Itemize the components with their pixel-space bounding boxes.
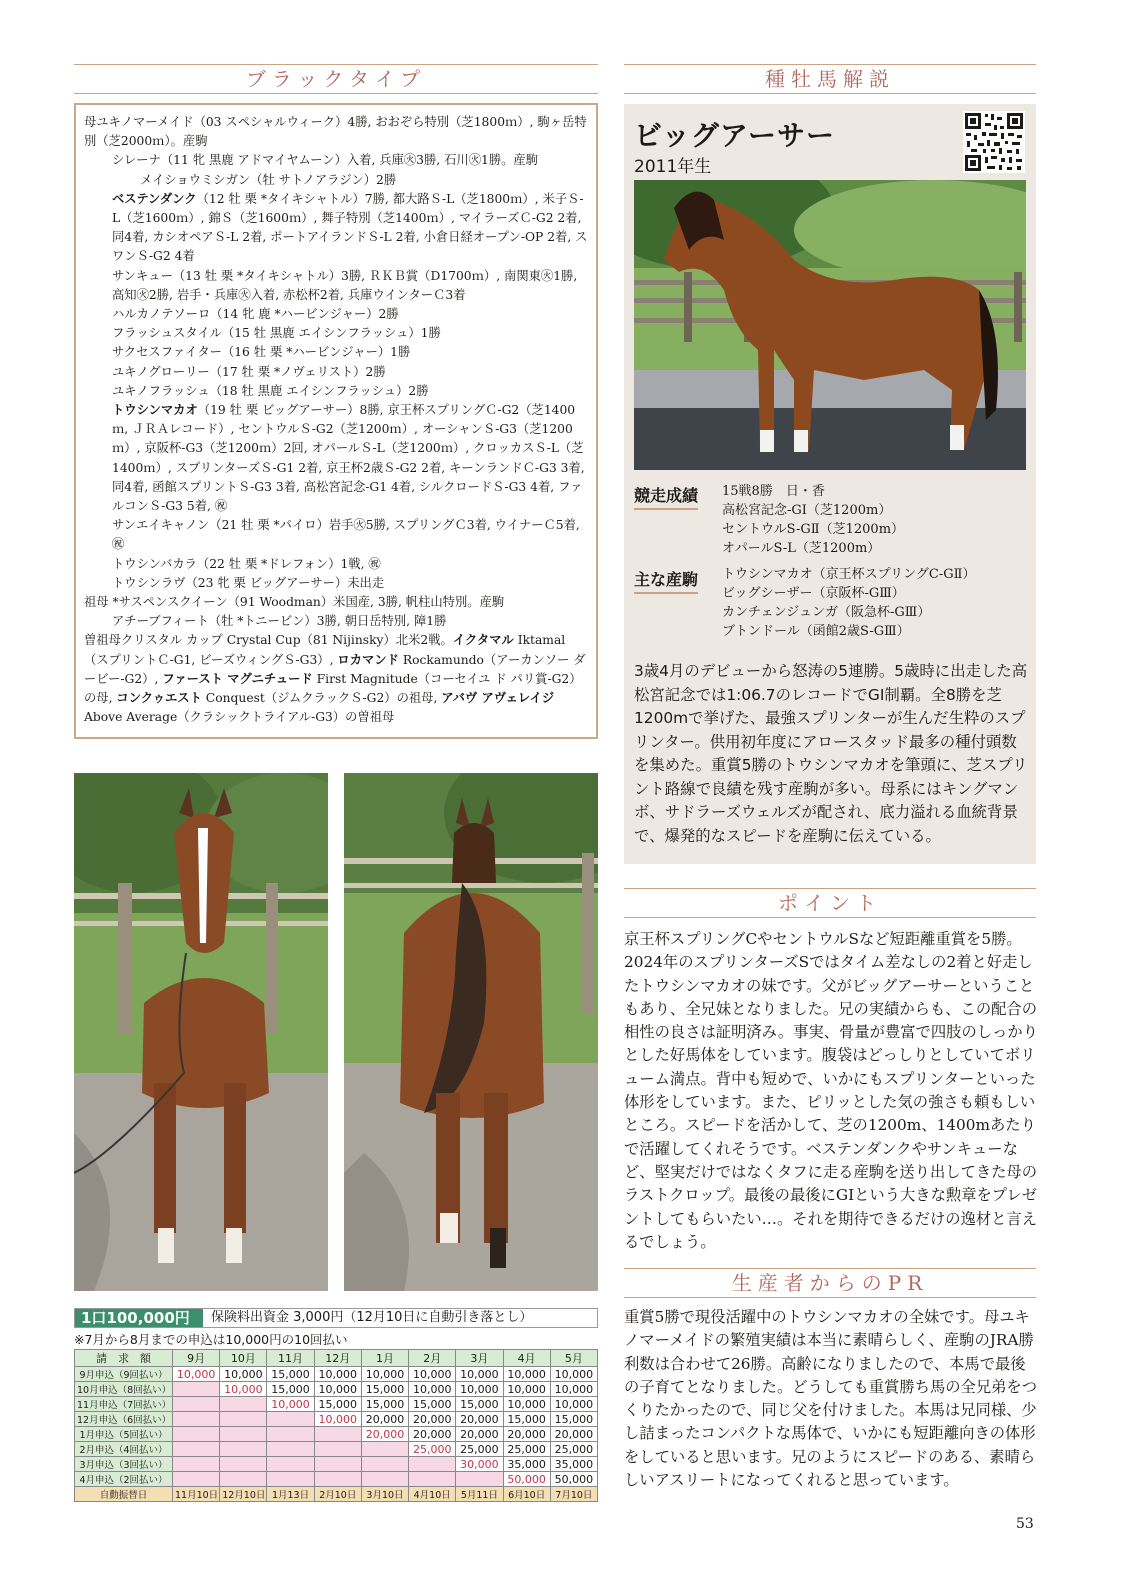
pedigree-line: [84, 343, 588, 362]
amount-cell: [173, 1472, 220, 1487]
amount-cell: [173, 1427, 220, 1442]
table-row: [75, 1382, 598, 1397]
pedigree-text: メイショウミシガン（牡 サトノアラジン）2勝: [140, 172, 397, 187]
transfer-date-cell: 4月10日: [409, 1487, 456, 1502]
price-row: [74, 1308, 598, 1328]
pedigree-line: [84, 267, 588, 305]
amount-cell: 25,000: [503, 1442, 550, 1457]
pr-header: 生産者からのPR: [624, 1268, 1036, 1298]
row-label: 3月申込（3回払い）: [75, 1457, 173, 1472]
amount-cell: 50,000: [550, 1472, 597, 1487]
pedigree-text: 母ユキノマーメイド（03 スペシャルウィーク）4勝, おおぞら特別（芝1800ｍ）, 駒ヶ岳特別（芝2000ｍ）。産駒: [84, 115, 587, 149]
unit-price: 1口100,000円: [75, 1309, 203, 1327]
transfer-date-cell: 3月10日: [361, 1487, 408, 1502]
amount-cell: 10,000: [314, 1367, 361, 1382]
amount-cell: 10,000: [409, 1382, 456, 1397]
amount-cell: 10,000: [550, 1397, 597, 1412]
amount-cell: 10,000: [503, 1382, 550, 1397]
pedigree-horse-name: ベステンダンク: [112, 191, 197, 206]
record-line: オパールS-L（芝1200m）: [722, 541, 881, 556]
month-column-header: 2月: [409, 1350, 456, 1367]
record-line: 高松宮記念-GⅠ（芝1200m）: [722, 503, 892, 518]
amount-cell: 15,000: [267, 1367, 314, 1382]
amount-cell: [314, 1427, 361, 1442]
pedigree-text: （19 牡 栗 ビッグアーサー）8勝, 京王杯スプリングＣ-G2（芝1400ｍ, ＪＲＡレコード）, セントウルＳ-G2（芝1200ｍ）, オーシャンＳ-G3（芝1200ｍ）, 京阪杯-G3（芝1200ｍ）2回, オパールＳ-L（芝1200ｍ）, クロッカスＳ-L（芝1400ｍ）, スプリンターズＳ-G1 2着, 京王杯2歳Ｓ-G2 2着, キーンランドＣ-G3 3着, 同4着, 函館スプリントＳ-G3 3着, 高松宮記念-G1 4着, シルクロードＳ-G3 4着, ファルコンＳ-G3 5着, ㊗: [112, 403, 585, 514]
amount-cell: 10,000: [550, 1382, 597, 1397]
offspring-label: 主な産駒: [634, 567, 698, 594]
amount-cell: [173, 1457, 220, 1472]
row-label: 4月申込（2回払い）: [75, 1472, 173, 1487]
record-line: セントウルS-GⅡ（芝1200m）: [722, 522, 905, 537]
pedigree-line: [84, 113, 588, 151]
stallion-header: 種牡馬解説: [624, 64, 1036, 94]
pedigree-line: [84, 593, 588, 612]
amount-cell: 20,000: [503, 1427, 550, 1442]
amount-cell: 20,000: [361, 1427, 408, 1442]
pedigree-line: [84, 574, 588, 593]
pedigree-text: Above Average（クラシックトライアル-G3）の曽祖母: [84, 710, 395, 725]
amount-cell: [173, 1412, 220, 1427]
amount-cell: 10,000: [456, 1367, 503, 1382]
amount-cell: 20,000: [550, 1427, 597, 1442]
pedigree-text: （12 牡 栗 *タイキシャトル）7勝, 都大路Ｓ-L（芝1800ｍ）, 米子Ｓ-L（芝1600ｍ）, 錦Ｓ（芝1600ｍ）, 舞子特別（芝1400ｍ）, マイラーズＣ-G2 2着, 同4着, カシオペアＳ-L 2着, ポートアイランドＳ-L 2着, 小倉日経オープン-OP 2着, スワンＳ-G2 4着: [112, 191, 588, 264]
amount-cell: 10,000: [456, 1382, 503, 1397]
month-column-header: 4月: [503, 1350, 550, 1367]
amount-cell: 25,000: [456, 1442, 503, 1457]
pedigree-header: ブラックタイプ: [74, 64, 598, 94]
amount-cell: 20,000: [456, 1427, 503, 1442]
pedigree-text: サンエイキャノン（21 牡 栗 *パイロ）岩手㊋5勝, スプリングＣ3着, ウイナーＣ5着, ㊗: [112, 518, 580, 552]
amount-cell: 20,000: [456, 1412, 503, 1427]
point-header: ポイント: [624, 888, 1036, 918]
amount-cell: [173, 1382, 220, 1397]
pedigree-horse-name: アバヴ アヴェレイジ: [441, 691, 555, 706]
pedigree-horse-name: コンクゥエスト: [116, 691, 202, 706]
amount-cell: [314, 1442, 361, 1457]
pedigree-line: [84, 555, 588, 574]
record-label: 競走成績: [634, 483, 698, 510]
month-column-header: 9月: [173, 1350, 220, 1367]
amount-cell: [267, 1457, 314, 1472]
transfer-date-cell: 11月10日: [173, 1487, 220, 1502]
amount-cell: 15,000: [267, 1382, 314, 1397]
amount-cell: 15,000: [550, 1412, 597, 1427]
pedigree-line: [84, 401, 588, 516]
table-row: [75, 1397, 598, 1412]
offspring-line: ビッグシーザー（京阪杯-GⅢ）: [722, 586, 905, 601]
amount-cell: 35,000: [503, 1457, 550, 1472]
qr-code-icon[interactable]: [963, 111, 1025, 173]
row-label: 12月申込（6回払い）: [75, 1412, 173, 1427]
pedigree-box: [74, 103, 598, 739]
race-record: [722, 482, 904, 558]
amount-cell: 10,000: [220, 1382, 267, 1397]
pedigree-horse-name: ロカマンド: [337, 652, 399, 667]
payment-table: [74, 1349, 598, 1502]
amount-cell: 20,000: [409, 1427, 456, 1442]
installment-note: ※7月から8月までの申込は10,000円の10回払い: [74, 1332, 348, 1347]
amount-cell: [173, 1397, 220, 1412]
pr-text: 重賞5勝で現役活躍中のトウシンマカオの全妹です。母ユキノマーメイドの繁殖実績は本当に素晴らしく、産駒のJRA勝利数は合わせて26勝。高齢になりましたので、本馬で最後の子育てとなりました。どうしても重賞勝ち馬の全兄弟をつくりたかったので、同じ父を付けました。本馬は兄同様、少し詰まったコンパクトな馬体で、いかにも短距離向きの体形をしていると思います。兄のようにスピードのある、素晴らしいアスリートになってくれると思っています。: [624, 1308, 1038, 1490]
stallion-name: ビッグアーサー: [634, 119, 836, 152]
table-row: [75, 1427, 598, 1442]
pedigree-text: シレーナ（11 牝 黒鹿 アドマイヤムーン）入着, 兵庫㊋3勝, 石川㊋1勝。産駒: [112, 153, 539, 168]
amount-cell: 10,000: [314, 1412, 361, 1427]
amount-cell: 50,000: [503, 1472, 550, 1487]
table-row: [75, 1412, 598, 1427]
stallion-photo: [634, 180, 1026, 470]
transfer-date-cell: 6月10日: [503, 1487, 550, 1502]
amount-cell: [220, 1442, 267, 1457]
transfer-date-cell: 12月10日: [220, 1487, 267, 1502]
amount-cell: [267, 1427, 314, 1442]
stallion-birth-year: 2011年生: [634, 157, 712, 177]
pedigree-horse-name: ファースト マグニチュード: [162, 671, 313, 686]
pedigree-text: First Magnitude（コーセイユ ド パリ賞-G2）の母,: [84, 671, 582, 706]
amount-cell: 15,000: [314, 1397, 361, 1412]
amount-cell: [361, 1472, 408, 1487]
month-column-header: 12月: [314, 1350, 361, 1367]
pedigree-line: [84, 151, 588, 170]
pedigree-text: ユキノグローリー（17 牡 栗 *ノヴェリスト）2勝: [112, 364, 386, 379]
amount-cell: [314, 1457, 361, 1472]
amount-cell: [220, 1427, 267, 1442]
amount-cell: 15,000: [409, 1397, 456, 1412]
amount-cell: 35,000: [550, 1457, 597, 1472]
offspring-line: トウシンマカオ（京王杯スプリングC-GⅡ）: [722, 567, 976, 582]
amount-cell: 10,000: [550, 1367, 597, 1382]
amount-cell: [267, 1412, 314, 1427]
table-row: [75, 1367, 598, 1382]
insurance-note: 保険料出資金 3,000円（12月10日に自動引き落とし）: [211, 1310, 533, 1325]
horse-rear-photo: [344, 773, 598, 1291]
amount-cell: 15,000: [456, 1397, 503, 1412]
pedigree-horse-name: イクタマル: [452, 633, 514, 648]
table-row: [75, 1442, 598, 1457]
amount-cell: [409, 1457, 456, 1472]
pedigree-line: [84, 324, 588, 343]
amount-cell: 10,000: [503, 1397, 550, 1412]
table-row: [75, 1457, 598, 1472]
transfer-date-cell: 5月11日: [456, 1487, 503, 1502]
month-column-header: 1月: [361, 1350, 408, 1367]
table-corner-header: 請 求 額: [75, 1350, 173, 1367]
amount-cell: 15,000: [361, 1382, 408, 1397]
amount-cell: 10,000: [267, 1397, 314, 1412]
amount-cell: [267, 1472, 314, 1487]
pedigree-text: Iktamal（スプリントＣ-G1, ビーズウィングＳ-G3）,: [84, 633, 566, 667]
amount-cell: 10,000: [173, 1367, 220, 1382]
transfer-date-cell: 2月10日: [314, 1487, 361, 1502]
row-label: 10月申込（8回払い）: [75, 1382, 173, 1397]
amount-cell: [220, 1472, 267, 1487]
pedigree-text: 曽祖母クリスタル カップ Crystal Cup（81 Nijinsky）北米2戦。: [84, 633, 453, 648]
pedigree-text: Rockamundo（アーカンソー ダービー-G2）,: [84, 652, 586, 686]
amount-cell: 20,000: [361, 1412, 408, 1427]
pedigree-text: サンキュー（13 牡 栗 *タイキシャトル）3勝, ＲＫＢ賞（D1700ｍ）, 南関東㊋1勝, 高知㊋2勝, 岩手・兵庫㊋入着, 赤松杯2着, 兵庫ウインターＣ3着: [112, 268, 578, 302]
offspring-line: ブトンドール（函館2歳S-GⅢ）: [722, 624, 910, 639]
amount-cell: [220, 1412, 267, 1427]
row-label: 11月申込（7回払い）: [75, 1397, 173, 1412]
pedigree-text: フラッシュスタイル（15 牡 黒鹿 エイシンフラッシュ）1勝: [112, 326, 441, 341]
amount-cell: [173, 1442, 220, 1457]
pedigree-line: [84, 612, 588, 631]
pedigree-line: [84, 190, 588, 267]
row-label: 2月申込（4回払い）: [75, 1442, 173, 1457]
stallion-description: 3歳4月のデビューから怒涛の5連勝。5歳時に出走した高松宮記念では1:06.7のレコードでGⅠ制覇。全8勝を芝1200mで挙げた、最強スプリンターが生んだ生粋のスプリンター。供用初年度にアロースタッド最多の種付頭数を集めた。重賞5勝のトウシンマカオを筆頭に、芝スプリント路線で良績を残す産駒が多い。母系にはキングマンボ、サドラーズウェルズが配され、底力溢れる血統背景で、爆発的なスピードを産駒に伝えている。: [634, 662, 1028, 845]
row-label: 9月申込（9回払い）: [75, 1367, 173, 1382]
offspring-list: [722, 565, 975, 641]
pedigree-text: アチーブフィート（牡 *トニービン）3勝, 朝日岳特別, 障1勝: [112, 614, 447, 629]
amount-cell: [220, 1457, 267, 1472]
transfer-date-row: [75, 1487, 598, 1502]
pedigree-line: [84, 363, 588, 382]
amount-cell: [456, 1472, 503, 1487]
amount-cell: 30,000: [456, 1457, 503, 1472]
amount-cell: [267, 1442, 314, 1457]
page-number: 53: [1016, 1516, 1034, 1532]
month-column-header: 11月: [267, 1350, 314, 1367]
offspring-line: カンチェンジュンガ（阪急杯-GⅢ）: [722, 605, 931, 620]
pedigree-text: 祖母 *サスペンスクイーン（91 Woodman）米国産, 3勝, 帆柱山特別。産駒: [84, 595, 505, 610]
horse-front-photo: [74, 773, 328, 1291]
amount-cell: 10,000: [409, 1367, 456, 1382]
amount-cell: 10,000: [220, 1367, 267, 1382]
amount-cell: [361, 1457, 408, 1472]
pedigree-line: [84, 382, 588, 401]
pedigree-line: [84, 631, 588, 727]
transfer-date-cell: 1月13日: [267, 1487, 314, 1502]
amount-cell: [361, 1442, 408, 1457]
pedigree-horse-name: トウシンマカオ: [112, 403, 198, 418]
amount-cell: [314, 1472, 361, 1487]
pedigree-text: ハルカノテソーロ（14 牝 鹿 *ハービンジャー）2勝: [112, 307, 399, 322]
pedigree-text: サクセスファイター（16 牡 栗 *ハービンジャー）1勝: [112, 345, 411, 360]
amount-cell: 25,000: [409, 1442, 456, 1457]
amount-cell: 25,000: [550, 1442, 597, 1457]
pedigree-text: トウシンラヴ（23 牝 栗 ビッグアーサー）未出走: [112, 575, 385, 590]
record-line: 15戦8勝 日・香: [722, 484, 825, 499]
month-column-header: 3月: [456, 1350, 503, 1367]
month-column-header: 10月: [220, 1350, 267, 1367]
amount-cell: [409, 1472, 456, 1487]
pedigree-text: Conquest（ジムクラックＳ-G2）の祖母,: [201, 691, 442, 706]
amount-cell: 10,000: [503, 1367, 550, 1382]
amount-cell: [220, 1397, 267, 1412]
pedigree-line: [84, 305, 588, 324]
pedigree-text: ユキノフラッシュ（18 牡 黒鹿 エイシンフラッシュ）2勝: [112, 383, 429, 398]
amount-cell: 20,000: [409, 1412, 456, 1427]
pedigree-text: トウシンバカラ（22 牡 栗 *ドレフォン）1戦, ㊗: [112, 556, 381, 571]
month-column-header: 5月: [550, 1350, 597, 1367]
amount-cell: 10,000: [314, 1382, 361, 1397]
pedigree-line: [84, 171, 588, 190]
amount-cell: 15,000: [503, 1412, 550, 1427]
row-label: 自動振替日: [75, 1487, 173, 1502]
amount-cell: 10,000: [361, 1367, 408, 1382]
transfer-date-cell: 7月10日: [550, 1487, 597, 1502]
amount-cell: 15,000: [361, 1397, 408, 1412]
table-row: [75, 1472, 598, 1487]
row-label: 1月申込（5回払い）: [75, 1427, 173, 1442]
point-text: 京王杯スプリングCやセントウルSなど短距離重賞を5勝。2024年のスプリンターズSではタイム差なしの2着と好走したトウシンマカオの妹です。父がビッグアーサーということもあり、全兄妹となりました。兄の実績からも、この配合の相性の良さは証明済み。事実、骨量が豊富で四肢のしっかりとした好馬体をしています。腹袋はどっしりとしていてボリューム満点。背中も短めで、いかにもスプリンターといった体形をしています。また、ピリッとした気の強さも頼もしいところ。スピードを活かして、芝の1200m、1400mあたりで活躍してくれそうです。ベステンダンクやサンキューなど、堅実だけではなくタフに走る産駒を送り出してきた母のラストクロップ。最後の最後にGⅠという大きな勲章をプレゼントしてもらいたい…。それを期待できるだけの逸材と言えるでしょう。: [624, 930, 1038, 1251]
pedigree-line: [84, 516, 588, 554]
